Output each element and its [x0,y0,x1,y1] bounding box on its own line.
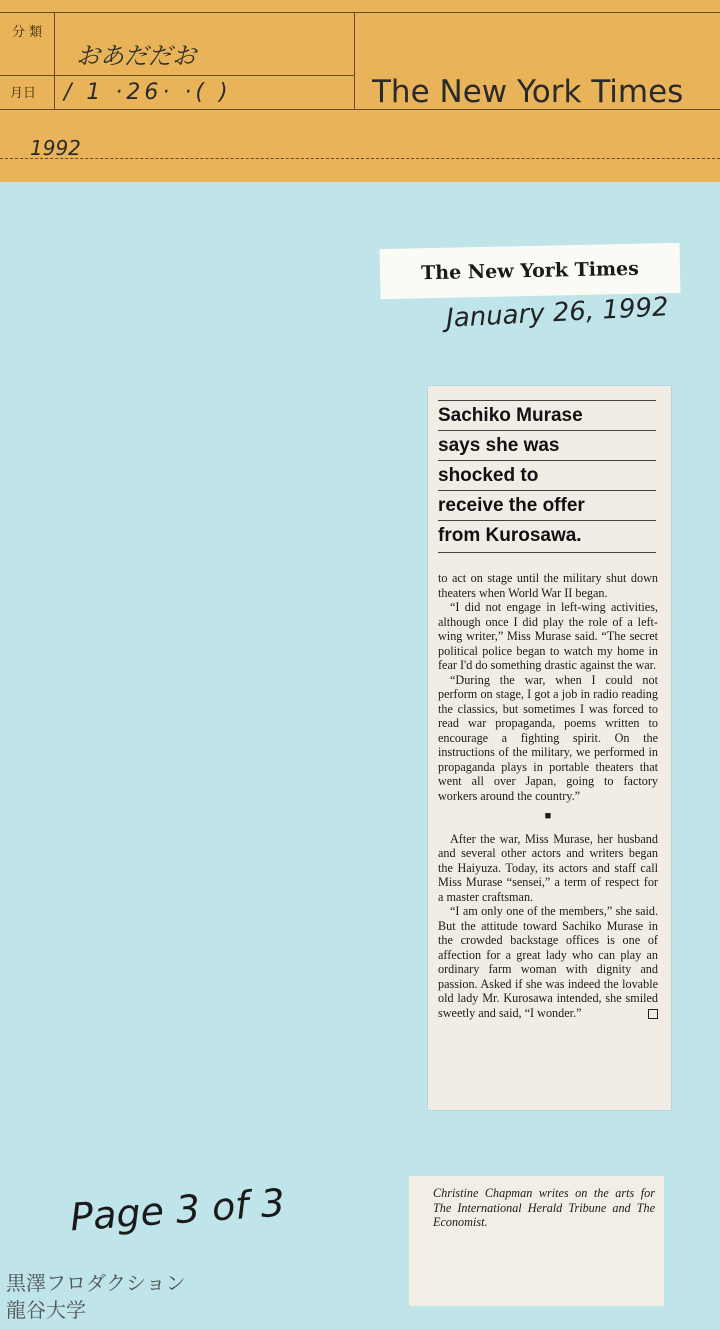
masthead-clip [380,243,681,299]
paragraph: “I did not engage in left-wing activities, although once I did play the role of a left-wing writer,” Miss Murase said. “The secret political police began to watch my home in fear I'd do something drastic against the war. [438,600,658,672]
section-separator: ■ [544,810,552,822]
paragraph: to act on stage until the military shut down theaters when World War II began. [438,571,658,600]
footer-line: 龍谷大学 [6,1298,86,1322]
category-value: おあだだお [76,42,196,70]
footer-line: 黒澤フロダクション [6,1271,186,1295]
page-note: Page 3 of 3 [68,1180,287,1240]
headline-line: shocked to [438,460,656,490]
year-note: 1992 [30,136,81,160]
publication-handwritten: The New York Times [372,74,684,110]
category-label: 分 類 [12,25,43,40]
label-dashed-line [0,158,720,159]
paragraph [438,904,658,1020]
headline-line: receive the offer [438,490,656,520]
byline-text: Christine Chapman writes on the arts for The International Herald Tribune and The Economist. [433,1186,655,1229]
paragraph: “During the war, when I could not perform on stage, I got a job in radio reading the classics, but sometimes I was forced to read war propaganda, poems written to encourage a fighting spirit. On the instructions of the military, we performed in propaganda plays in portable theaters that went all over Japan, going to factory workers around the country.” [438,672,658,803]
headline-line: says she was [438,430,656,460]
headline-line: from Kurosawa. [438,520,656,553]
headline-line: Sachiko Murase [438,400,656,430]
article-body [438,571,658,1020]
file-label [0,0,720,182]
byline-clip [409,1176,664,1306]
date-value: / 1 ·26· ·( ) [64,80,232,105]
article-clip [428,386,671,1110]
paragraph-text: “I am only one of the members,” she said. But the attitude toward Sachiko Murase in the crowded backstage offices is one of affection for a great lady who can play an ordinary farm woman with dignity and passion. Asked if she was indeed the lovable old lady Mr. Kurosawa intended, she smiled sweetly and said, “I wonder.” [438,904,658,1020]
headline [438,400,656,553]
footer-credit [6,1270,186,1324]
handwritten-date: January 26, 1992 [445,292,670,334]
masthead-name: The New York Times [420,257,640,285]
date-label: 月日 [10,86,37,101]
paragraph: After the war, Miss Murase, her husband and several other actors and writers began the Haiyuza. Today, its actors and staff call Miss Murase “sensei,” a term of respect for a master craftsman. [438,831,658,904]
end-mark-icon [648,1009,658,1019]
